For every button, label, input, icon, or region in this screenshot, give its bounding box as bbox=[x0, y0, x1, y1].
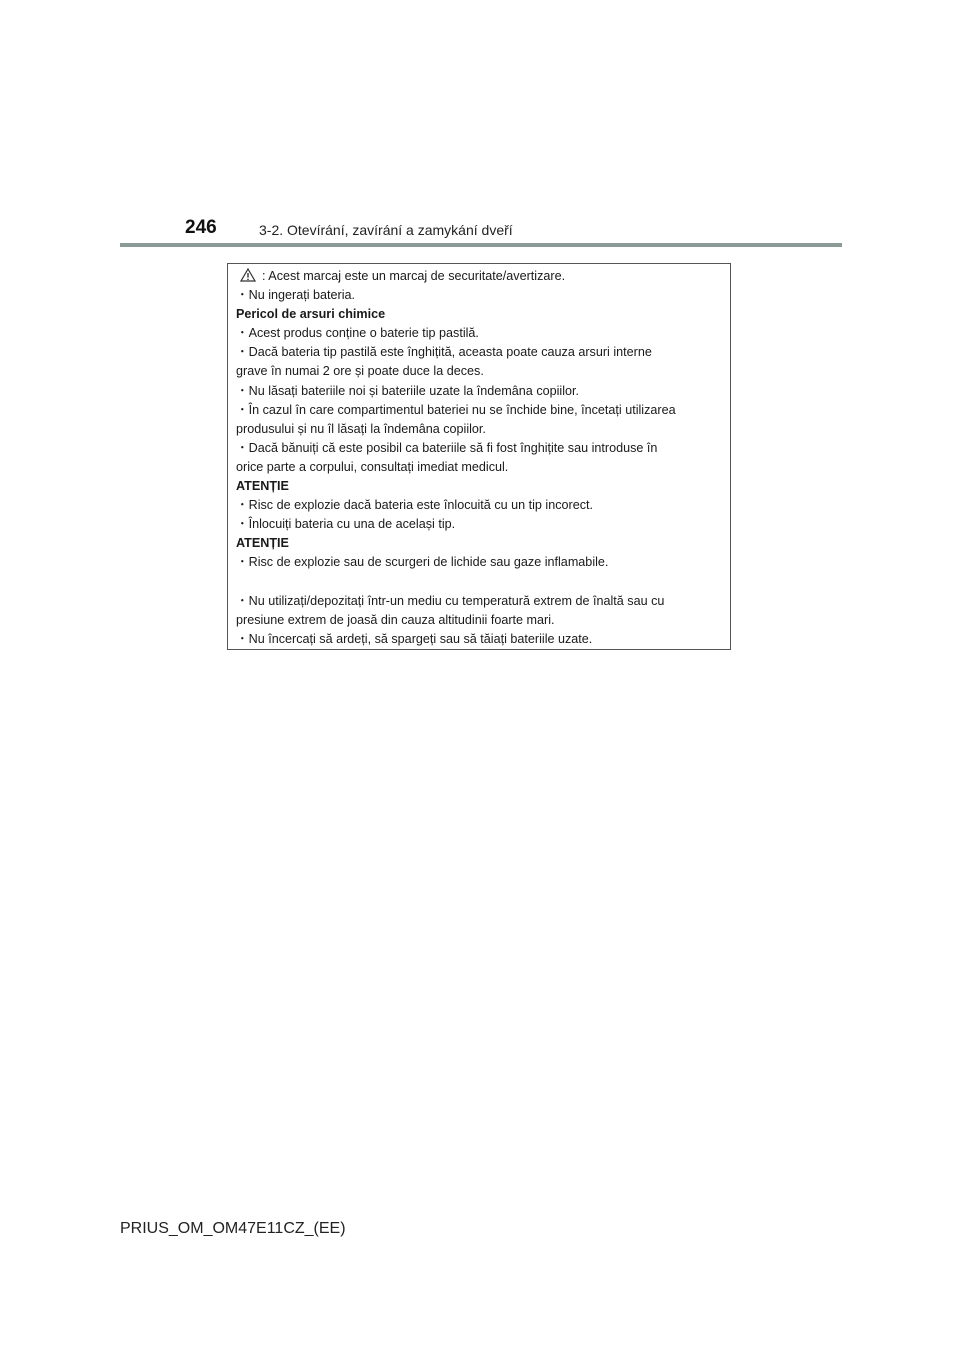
notice-line-14: ・Înlocuiți bateria cu una de același tip. bbox=[236, 517, 456, 532]
notice-line-text: : Acest marcaj este un marcaj de securitate/avertizare. bbox=[262, 269, 566, 283]
section-title: 3-2. Otevírání, zavírání a zamykání dveří bbox=[259, 222, 513, 238]
warning-triangle-icon bbox=[240, 268, 256, 282]
document-code: PRIUS_OM_OM47E11CZ_(EE) bbox=[120, 1220, 346, 1237]
notice-blank-line bbox=[236, 573, 730, 592]
page-number: 246 bbox=[185, 217, 217, 238]
notice-line-10: ・Dacă bănuiți că este posibil ca bateriile să fi fost înghițite sau introduse în bbox=[236, 440, 658, 455]
notice-line-7: ・Nu lăsați bateriile noi și bateriile uzate la îndemâna copiilor. bbox=[236, 383, 580, 398]
notice-line-8: ・În cazul în care compartimentul bateriei nu se închide bine, încetați utilizarea bbox=[236, 402, 676, 417]
notice-line-19: ・Nu încercați să ardeți, să spargeți sau să tăiați bateriile uzate. bbox=[236, 631, 593, 646]
notice-line-11: orice parte a corpului, consultați imediat medicul. bbox=[236, 459, 509, 474]
notice-line-18: presiune extrem de joasă din cauza altitudinii foarte mari. bbox=[236, 612, 555, 627]
notice-line-16: ・Risc de explozie sau de scurgeri de lichide sau gaze inflamabile. bbox=[236, 555, 609, 570]
notice-heading-caution-2: ATENȚIE bbox=[236, 536, 289, 551]
notice-heading-caution-1: ATENȚIE bbox=[236, 479, 289, 494]
notice-line-5: ・Dacă bateria tip pastilă este înghițită, aceasta poate cauza arsuri interne bbox=[236, 345, 652, 360]
notice-heading-chemical-burns: Pericol de arsuri chimice bbox=[236, 307, 386, 322]
safety-notice-box bbox=[227, 263, 731, 650]
notice-line-2: ・Nu ingerați bateria. bbox=[236, 288, 356, 303]
header-rule bbox=[120, 243, 842, 247]
notice-line-4: ・Acest produs conține o baterie tip pastilă. bbox=[236, 326, 479, 341]
notice-line-13: ・Risc de explozie dacă bateria este înlocuită cu un tip incorect. bbox=[236, 498, 594, 513]
notice-line-9: produsului și nu îl lăsați la îndemâna copiilor. bbox=[236, 421, 486, 436]
notice-line-1 bbox=[236, 267, 730, 286]
notice-line-6: grave în numai 2 ore și poate duce la deces. bbox=[236, 364, 484, 379]
notice-line-17: ・Nu utilizați/depozitați într-un mediu cu temperatură extrem de înaltă sau cu bbox=[236, 593, 665, 608]
